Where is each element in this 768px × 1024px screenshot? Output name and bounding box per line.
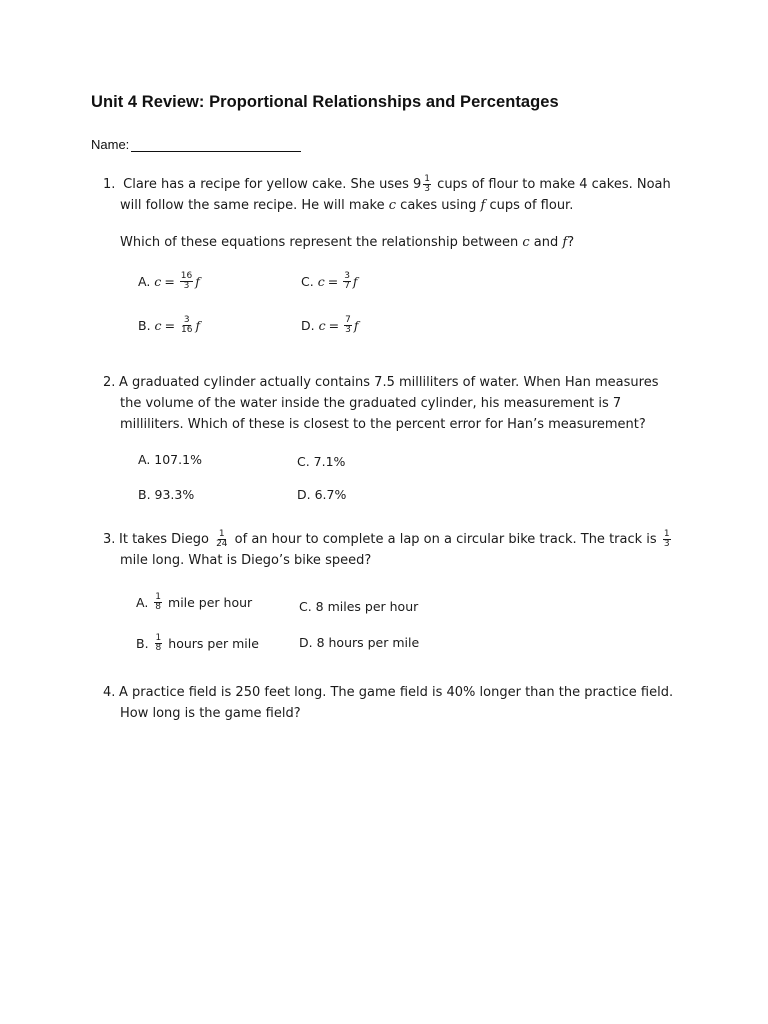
q1-option-a[interactable]: A. c = $\frac{16}{3}$ f: [138, 271, 200, 291]
question-number: 3.: [103, 532, 116, 547]
question-number: 4.: [103, 685, 116, 700]
q1-option-d[interactable]: D. c = $\frac{7}{3}$ f: [301, 315, 359, 335]
question-3: [103, 529, 673, 571]
q1-option-c[interactable]: C. c = $\frac{3}{7}$ f: [301, 271, 358, 291]
fraction: $\frac{1}{24}$: [216, 529, 228, 549]
q3-option-d[interactable]: D. 8 hours per mile: [299, 635, 420, 650]
q3-option-b[interactable]: B. $\frac{1}{8}$ hours per mile: [136, 633, 259, 653]
q2-option-c[interactable]: C. 7.1%: [297, 454, 346, 469]
question-text: the volume of the water inside the graduated cylinder, his measurement is 7: [120, 396, 622, 411]
q2-option-a[interactable]: A. 107.1%: [138, 452, 202, 467]
q1-option-b[interactable]: B. c = $\frac{3}{16}$ f: [138, 315, 201, 335]
question-text: will follow the same recipe. He will make: [120, 198, 385, 213]
question-text: A practice field is 250 feet long. The game field is 40% longer than the practice field.: [119, 685, 674, 700]
question-text: cups of flour.: [489, 198, 574, 213]
question-text: Clare has a recipe for yellow cake. She uses 9: [123, 177, 422, 192]
question-1-prompt: Which of these equations represent the relationship between c and f?: [120, 235, 575, 250]
question-text: cups of flour to make 4 cakes. Noah: [437, 177, 671, 192]
mixed-fraction: $\frac{1}{3}$: [424, 174, 431, 194]
question-text: mile long. What is Diego’s bike speed?: [120, 553, 372, 568]
question-text: of an hour to complete a lap on a circular bike track. The track is: [234, 532, 657, 547]
page-title: Unit 4 Review: Proportional Relationships and Percentages: [91, 93, 559, 111]
question-2: [103, 372, 659, 435]
question-text: A graduated cylinder actually contains 7.5 milliliters of water. When Han measures: [119, 375, 659, 390]
variable-f: f: [480, 198, 486, 213]
question-1: [103, 174, 671, 216]
question-text: How long is the game field?: [120, 706, 301, 721]
name-label: Name:: [91, 137, 130, 152]
name-blank-line[interactable]: [131, 139, 301, 152]
q2-option-b[interactable]: B. 93.3%: [138, 487, 195, 502]
question-4: [103, 682, 673, 724]
fraction: $\frac{1}{3}$: [663, 529, 670, 549]
question-text: It takes Diego: [119, 532, 209, 547]
q3-option-a[interactable]: A. $\frac{1}{8}$ mile per hour: [136, 592, 253, 612]
name-field-row: [91, 137, 301, 152]
question-text: milliliters. Which of these is closest to the percent error for Han’s measurement?: [120, 417, 646, 432]
question-text: cakes using: [400, 198, 477, 213]
variable-c: c: [388, 198, 397, 213]
q2-option-d[interactable]: D. 6.7%: [297, 487, 347, 502]
q3-option-c[interactable]: C. 8 miles per hour: [299, 599, 419, 614]
question-number: 1.: [103, 177, 116, 192]
question-number: 2.: [103, 375, 116, 390]
